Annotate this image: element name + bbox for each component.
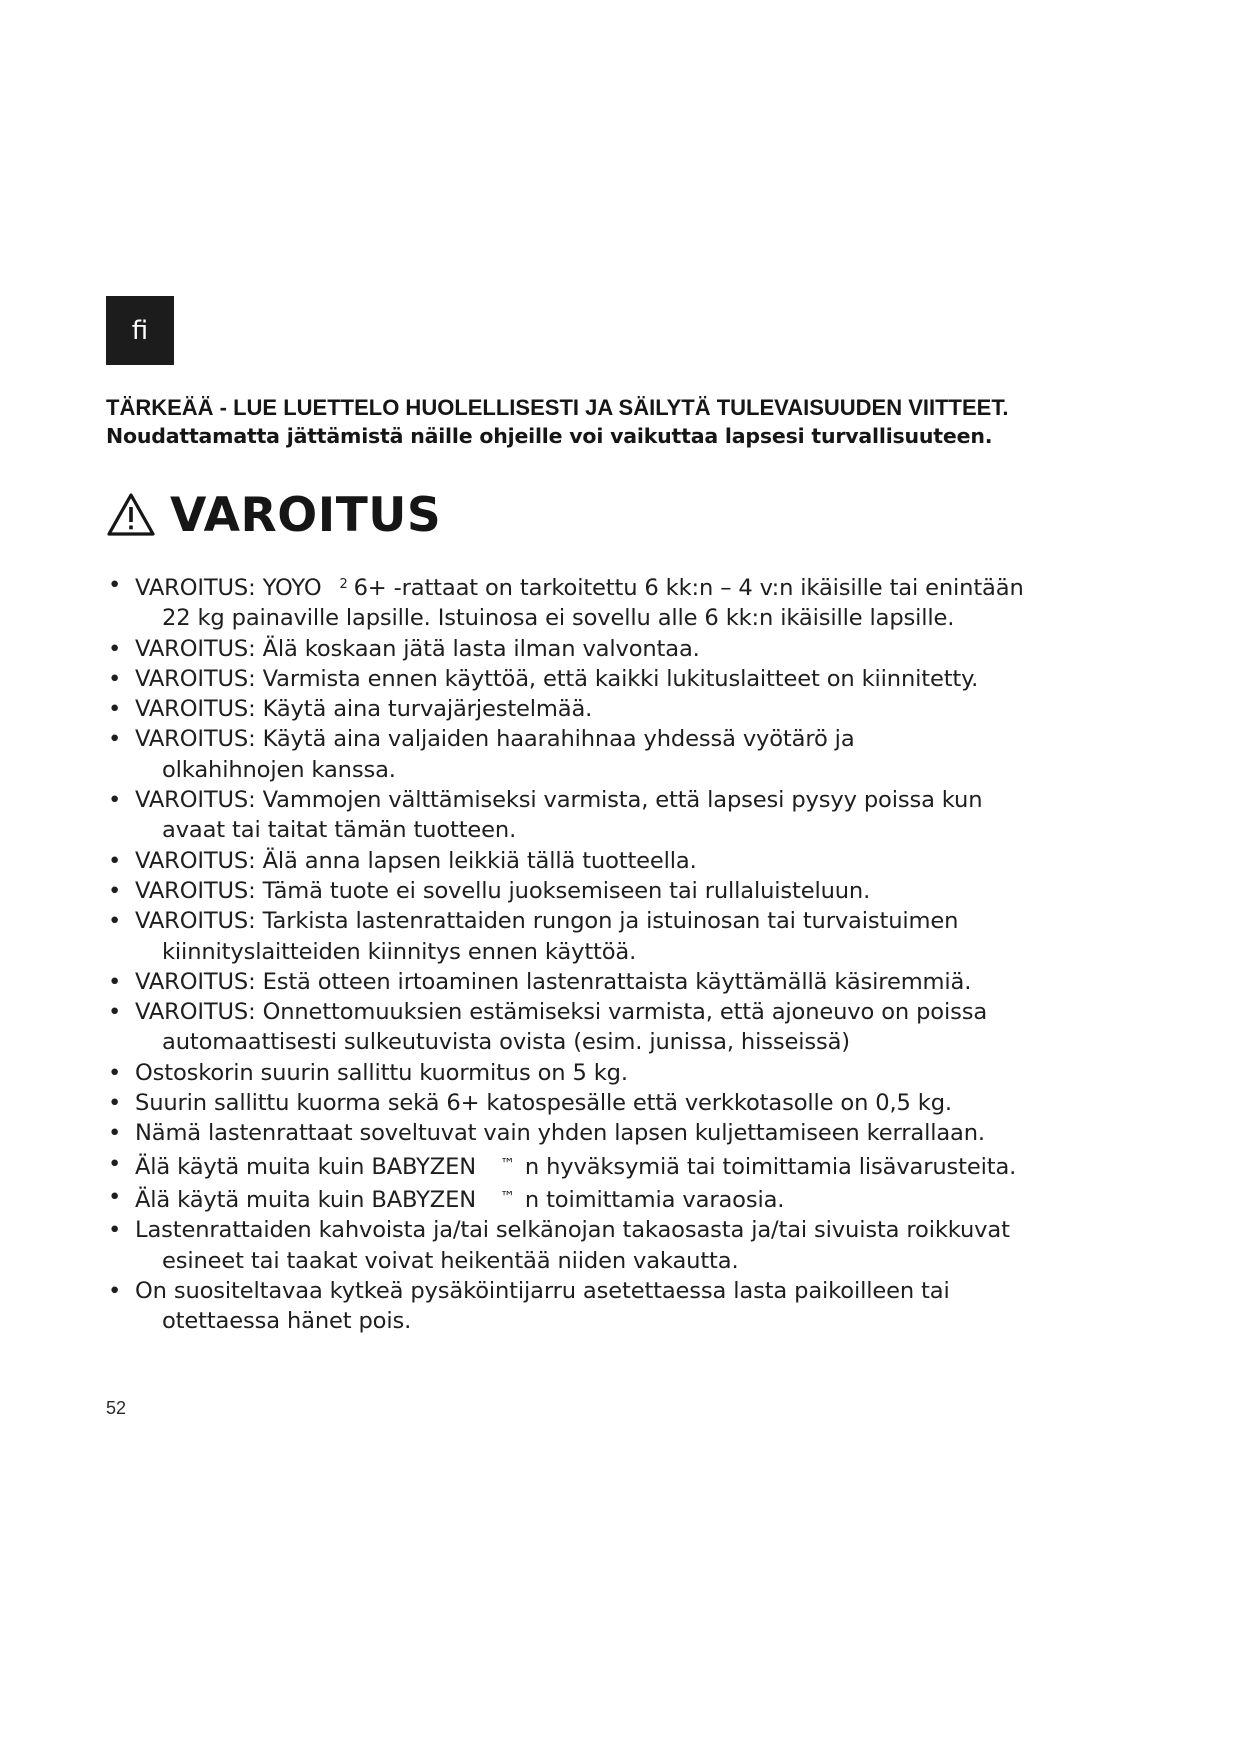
item-text: VAROITUS: Tarkista lastenrattaiden rungon ja istuinosan tai turvaistuimen: [135, 908, 959, 935]
item-text: n toimittamia varaosia.: [524, 1186, 785, 1213]
list-item: [108, 570, 1158, 634]
item-text: VAROITUS: Varmista ennen käyttöä, että kaikki lukituslaitteet on kiinnitetty.: [135, 665, 979, 692]
item-continuation: olkahihnojen kanssa.: [162, 756, 396, 783]
item-text: VAROITUS: Älä anna lapsen leikkiä tällä tuotteella.: [135, 847, 697, 874]
item-text: VAROITUS: Estä otteen irtoaminen lastenrattaista käyttämällä käsiremmiä.: [135, 968, 972, 995]
bullet: •: [108, 999, 122, 1026]
trademark: ™: [500, 1187, 515, 1206]
list-item: [108, 634, 1158, 664]
item-text: n hyväksymiä tai toimittamia lisävarusteita.: [524, 1153, 1017, 1180]
intro-safety-line: Noudattamatta jättämistä näille ohjeille voi vaikuttaa lapsesi turvallisuuteen.: [106, 424, 993, 448]
list-item: [108, 1118, 1158, 1148]
item-text: VAROITUS: Älä koskaan jätä lasta ilman valvontaa.: [135, 635, 700, 662]
bullet: •: [108, 1183, 122, 1210]
item-text: VAROITUS: Tämä tuote ei sovellu juoksemiseen tai rullaluisteluun.: [135, 877, 871, 904]
item-text: Älä käytä muita kuin BABYZEN: [135, 1186, 477, 1213]
item-text: 6+ -rattaat on tarkoitettu 6 kk:n – 4 v:n ikäisille tai enintään: [353, 575, 1024, 601]
list-item: [108, 1088, 1158, 1118]
item-continuation: kiinnityslaitteiden kiinnitys ennen käyttöä.: [162, 938, 637, 965]
bullet: •: [108, 968, 122, 995]
bullet: •: [108, 696, 122, 723]
item-text: VAROITUS: YOYO: [135, 575, 322, 601]
item-continuation: 22 kg painaville lapsille. Istuinosa ei sovellu alle 6 kk:n ikäisille lapsille.: [162, 605, 955, 632]
list-item: [108, 785, 1158, 846]
item-continuation: esineet tai taakat voivat heikentää niiden vakautta.: [162, 1247, 739, 1274]
list-item: [108, 1182, 1158, 1215]
list-item: [108, 1276, 1158, 1337]
language-tag: fi: [106, 296, 174, 365]
item-continuation: automaattisesti sulkeutuvista ovista (esim. junissa, hisseissä): [162, 1029, 850, 1056]
item-text: Nämä lastenrattaat soveltuvat vain yhden lapsen kuljettamiseen kerrallaan.: [135, 1120, 985, 1147]
list-item: [108, 1149, 1158, 1182]
item-text: Suurin sallittu kuorma sekä 6+ katospesälle että verkkotasolle on 0,5 kg.: [135, 1090, 952, 1117]
item-text: VAROITUS: Käytä aina valjaiden haarahihnaa yhdessä vyötärö ja: [135, 726, 855, 753]
page-number: 52: [106, 1398, 127, 1418]
item-text: Lastenrattaiden kahvoista ja/tai selkänojan takaosasta ja/tai sivuista roikkuvat: [135, 1217, 1010, 1244]
intro-important-line: TÄRKEÄÄ - LUE LUETTELO HUOLELLISESTI JA SÄILYTÄ TULEVAISUUDEN VIITTEET.: [106, 395, 1009, 420]
bullet: •: [108, 847, 122, 874]
bullet: •: [108, 635, 122, 662]
warning-triangle-icon: [106, 492, 156, 538]
bullet: •: [108, 1059, 122, 1086]
list-item: [108, 694, 1158, 724]
list-item: [108, 967, 1158, 997]
bullet: •: [108, 1120, 122, 1147]
list-item: [108, 1058, 1158, 1088]
bullet: •: [108, 1277, 122, 1304]
list-item: [108, 664, 1158, 694]
item-text: Älä käytä muita kuin BABYZEN: [135, 1153, 477, 1180]
bullet: •: [108, 572, 122, 598]
warning-heading: [106, 485, 441, 545]
superscript: 2: [339, 577, 348, 592]
item-text: Ostoskorin suurin sallittu kuormitus on 5 kg.: [135, 1059, 628, 1086]
list-item: [108, 724, 1158, 785]
item-text: VAROITUS: Käytä aina turvajärjestelmää.: [135, 696, 593, 723]
bullet: •: [108, 877, 122, 904]
list-item: [108, 997, 1158, 1058]
bullet: •: [108, 787, 122, 814]
item-continuation: avaat tai taitat tämän tuotteen.: [162, 817, 517, 844]
item-text: VAROITUS: Vammojen välttämiseksi varmista, että lapsesi pysyy poissa kun: [135, 787, 983, 814]
warning-title: VAROITUS: [170, 487, 442, 543]
item-continuation: otettaessa hänet pois.: [162, 1308, 412, 1335]
list-item: [108, 846, 1158, 876]
bullet: •: [108, 908, 122, 935]
bullet: •: [108, 1150, 122, 1177]
list-item: [108, 876, 1158, 906]
bullet: •: [108, 726, 122, 753]
bullet: •: [108, 1217, 122, 1244]
item-text: VAROITUS: Onnettomuuksien estämiseksi varmista, että ajoneuvo on poissa: [135, 999, 988, 1026]
item-text: On suositeltavaa kytkeä pysäköintijarru asetettaessa lasta paikoilleen tai: [135, 1277, 950, 1304]
bullet: •: [108, 665, 122, 692]
bullet: •: [108, 1090, 122, 1117]
trademark: ™: [500, 1154, 515, 1173]
intro: [106, 393, 1146, 451]
warning-list: [108, 570, 1158, 1336]
list-item: [108, 906, 1158, 967]
list-item: [108, 1215, 1158, 1276]
